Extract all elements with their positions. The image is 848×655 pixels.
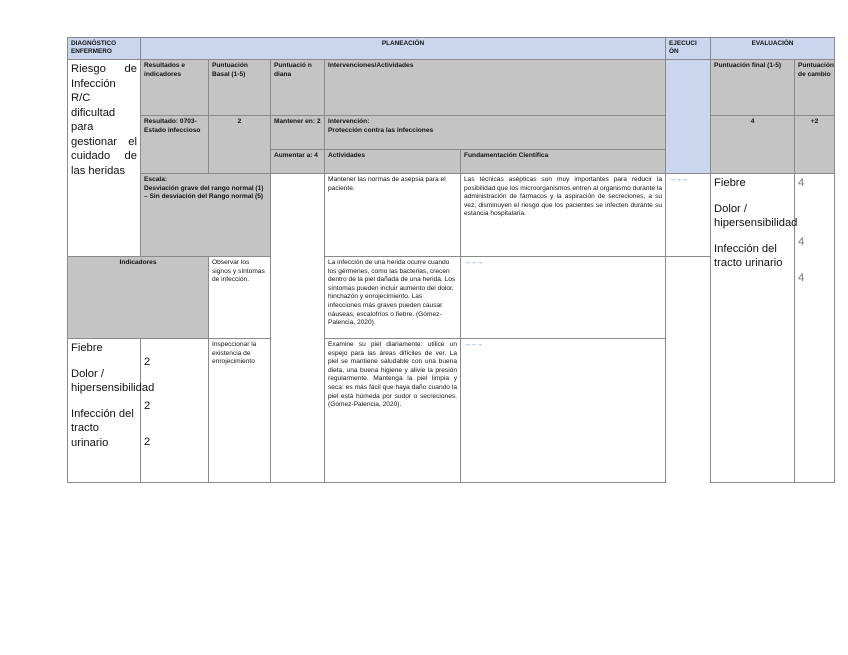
final-score-value: 4 xyxy=(711,116,795,174)
fundamentacion-header: Fundamentación Científica xyxy=(461,150,666,174)
mantener-cell: Mantener en: 2 xyxy=(271,116,325,150)
escala-label: Escala: xyxy=(144,176,168,183)
indicator-scores xyxy=(141,339,209,483)
intervencion-cell xyxy=(325,116,666,150)
fundamentacion-1: Las técnicas asépticas son muy importantes para reducir la posibilidad que los microorganismos entren al organismo durante la administración de fármacos y la aspiración de secreciones, a su vez, disminuyen el riesgo que los pacientes se infecten durante su estancia hospitalaria. xyxy=(461,174,666,257)
indicadores-header: Indicadores xyxy=(68,257,209,339)
care-plan-page xyxy=(67,37,834,483)
fundamentacion-3: Examine su piel diariamente: utilice un espejo para las áreas difíciles de ver. La piel se mantiene saludable con una buena dieta, una buena higiene y alivie la presión regularmente. Mantenga la piel limpia y seca: es más fácil que haya daño cuando la piel está húmeda por sudor o secreciones. (Gómez-Palencia, 2020). xyxy=(325,339,461,483)
indicator-fiebre: Fiebre xyxy=(71,342,103,354)
indicator-names xyxy=(68,339,155,483)
eval-item-dolor: Dolor / hipersensibilidad xyxy=(714,202,798,229)
indicator-dolor: Dolor / hipersensibilidad xyxy=(71,367,155,394)
header-diagnostico: DIAGNÓSTICO ENFERMERO xyxy=(68,38,141,60)
diana-header: Puntuació n diana xyxy=(271,60,325,116)
basal-header: Puntuación Basal (1-5) xyxy=(209,60,271,116)
diagnosis-text: Riesgo de Infección R/C dificultad para gestionar el cuidado de las heridas xyxy=(68,60,141,257)
eval-score-fiebre: 4 xyxy=(798,177,805,189)
basal-value: 2 xyxy=(209,116,271,174)
indicator-infeccion: Infección del tracto urinario xyxy=(71,407,134,449)
activity-3: Inspeccionar la existencia de enrojecimiento xyxy=(209,339,271,483)
fundamentacion-2: La infección de una herida ocurre cuando los gérmenes, como las bacterias, crecen dentro de la piel dañada de una herida. Los síntomas pueden incluir aumento del dolor, hinchazón y enrojecimiento. Las infecciones más graves pueden causar náuseas, escalofríos o fiebre. (Gómez-Palencia, 2020). xyxy=(325,257,461,339)
ejecucion-blank xyxy=(666,60,711,174)
activity-2: Observar los signos y síntomas de infección. xyxy=(209,257,271,339)
diana-blank xyxy=(271,174,325,483)
aumentar-cell: Aumentar a: 4 xyxy=(271,150,325,174)
evaluation-items xyxy=(711,174,798,483)
resultado-cell: Resultado: 0703- Estado infeccioso xyxy=(141,116,209,174)
change-score-header: Puntuación de cambio xyxy=(795,60,835,116)
header-planeacion: PLANEACIÓN xyxy=(141,38,666,60)
header-evaluacion: EVALUACIÓN xyxy=(711,38,835,60)
execution-arrows-2: →→→ xyxy=(461,257,666,339)
intervencion-label: Intervención: xyxy=(328,118,370,125)
actividades-header: Actividades xyxy=(325,150,461,174)
intervenciones-header: Intervenciones/Actividades xyxy=(325,60,666,116)
header-ejecucion: EJECUCI ÓN xyxy=(666,38,711,60)
care-plan-table xyxy=(67,37,835,483)
indicator-score-dolor: 2 xyxy=(144,399,151,412)
evaluation-scores xyxy=(795,174,835,483)
change-score-value: +2 xyxy=(795,116,835,174)
eval-score-infeccion: 4 xyxy=(798,272,805,284)
execution-arrows-3: →→→ xyxy=(461,339,666,483)
eval-score-dolor: 4 xyxy=(798,235,805,248)
escala-cell xyxy=(141,174,271,257)
activity-1: Mantener las normas de asepsia para el paciente. xyxy=(325,174,461,257)
eval-item-fiebre: Fiebre xyxy=(714,177,746,189)
final-score-header: Puntuación final (1-5) xyxy=(711,60,795,116)
resultados-header: Resultados e indicadores xyxy=(141,60,209,116)
escala-text: Desviación grave del rango normal (1) – Sin desviación del Rango normal (5) xyxy=(144,184,264,201)
indicator-score-fiebre: 2 xyxy=(144,356,151,368)
intervencion-name: Protección contra las infecciones xyxy=(328,126,434,134)
eval-item-infeccion: Infección del tracto urinario xyxy=(714,242,783,269)
indicator-score-infeccion: 2 xyxy=(144,436,151,448)
execution-arrows-1: →→→ xyxy=(666,174,711,257)
